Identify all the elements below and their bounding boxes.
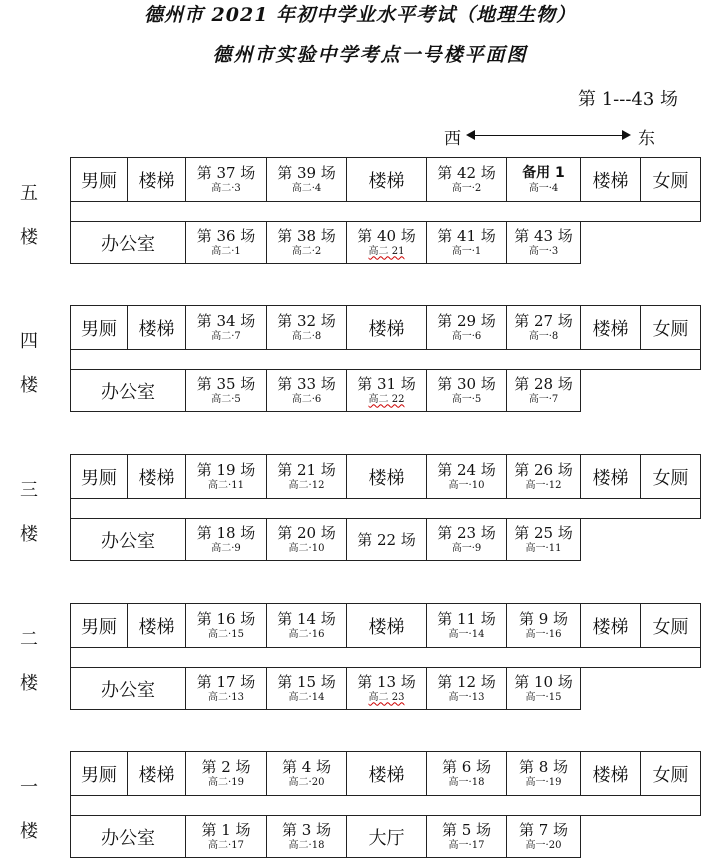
room-cell bbox=[346, 157, 427, 202]
room-cell bbox=[70, 751, 128, 796]
room-class-label: 高一·1 bbox=[451, 245, 482, 257]
room-cell bbox=[426, 751, 507, 796]
room-class-label: 高一·11 bbox=[525, 542, 562, 554]
room-cell bbox=[426, 305, 507, 350]
arrow-left-icon bbox=[466, 130, 475, 140]
room-cell bbox=[426, 667, 507, 710]
room-label: 办公室 bbox=[101, 530, 155, 552]
east-label: 东 bbox=[638, 129, 655, 149]
room-cell bbox=[266, 454, 347, 499]
room-class-label: 高一·17 bbox=[448, 839, 485, 851]
room-cell bbox=[266, 221, 347, 264]
room-cell bbox=[580, 603, 641, 648]
room-cell bbox=[640, 751, 701, 796]
room-session-label: 第 7 场 bbox=[518, 820, 569, 839]
room-cell bbox=[346, 603, 427, 648]
room-class-label: 高二 21 bbox=[368, 245, 405, 257]
room-cell bbox=[185, 667, 267, 710]
room-class-label: 高一·15 bbox=[525, 691, 562, 703]
room-label: 女厕 bbox=[652, 764, 689, 786]
room-class-label: 高一·8 bbox=[528, 330, 559, 342]
room-cell bbox=[70, 518, 186, 561]
room-cell bbox=[127, 751, 186, 796]
room-cell bbox=[426, 454, 507, 499]
room-session-label: 第 38 场 bbox=[277, 226, 336, 245]
room-session-label: 第 40 场 bbox=[357, 226, 416, 245]
room-class-label: 高一·6 bbox=[451, 330, 482, 342]
room-session-label: 第 39 场 bbox=[277, 163, 336, 182]
room-cell bbox=[127, 157, 186, 202]
room-cell bbox=[185, 157, 267, 202]
floor-label: 楼 bbox=[20, 673, 38, 694]
room-session-label: 第 8 场 bbox=[518, 757, 569, 776]
room-cell bbox=[185, 603, 267, 648]
room-cell bbox=[426, 157, 507, 202]
room-cell bbox=[266, 369, 347, 412]
document-subtitle: 德州市实验中学考点一号楼平面图 bbox=[212, 44, 528, 66]
room-label: 楼梯 bbox=[592, 318, 629, 340]
room-label: 男厕 bbox=[81, 764, 117, 786]
room-cell bbox=[70, 815, 186, 858]
room-class-label: 高二·7 bbox=[211, 330, 241, 342]
room-session-label: 第 41 场 bbox=[437, 226, 496, 245]
room-class-label: 高一·3 bbox=[528, 245, 559, 257]
room-label: 楼梯 bbox=[368, 764, 405, 786]
room-session-label: 第 20 场 bbox=[277, 523, 336, 542]
room-class-label: 高一·16 bbox=[525, 628, 562, 640]
arrow-right-icon bbox=[622, 130, 631, 140]
room-cell bbox=[346, 667, 427, 710]
room-session-label: 第 33 场 bbox=[277, 374, 336, 393]
room-session-label: 第 42 场 bbox=[437, 163, 496, 182]
room-class-label: 高二·19 bbox=[208, 776, 244, 788]
document-title: 德州市 2021 年初中学业水平考试（地理生物） bbox=[143, 4, 577, 26]
room-class-label: 高二 23 bbox=[368, 691, 405, 703]
room-class-label: 高二·11 bbox=[208, 479, 244, 491]
room-cell bbox=[266, 305, 347, 350]
floor-label: 楼 bbox=[20, 375, 38, 396]
room-class-label: 高一·18 bbox=[448, 776, 485, 788]
corridor bbox=[70, 795, 701, 816]
room-label: 楼梯 bbox=[368, 170, 405, 192]
room-session-label: 第 1 场 bbox=[201, 820, 251, 839]
room-class-label: 高二·18 bbox=[288, 839, 325, 851]
west-label: 西 bbox=[444, 129, 461, 149]
room-class-label: 高一·5 bbox=[451, 393, 482, 405]
room-session-label: 第 18 场 bbox=[196, 523, 256, 542]
floor-label: 楼 bbox=[20, 821, 38, 842]
room-session-label: 第 14 场 bbox=[277, 609, 336, 628]
room-class-label: 高二·3 bbox=[211, 182, 241, 194]
room-label: 楼梯 bbox=[592, 467, 629, 489]
room-label: 楼梯 bbox=[368, 467, 405, 489]
room-class-label: 高二·14 bbox=[288, 691, 325, 703]
room-session-label: 第 34 场 bbox=[196, 311, 256, 330]
room-cell bbox=[346, 305, 427, 350]
room-class-label: 高一·13 bbox=[448, 691, 485, 703]
room-session-label: 第 2 场 bbox=[201, 757, 251, 776]
room-cell bbox=[506, 157, 581, 202]
room-cell bbox=[70, 305, 128, 350]
room-label: 楼梯 bbox=[592, 616, 629, 638]
room-session-label: 备用 1 bbox=[522, 164, 565, 181]
room-session-label: 第 10 场 bbox=[514, 672, 573, 691]
room-session-label: 第 37 场 bbox=[196, 163, 256, 182]
room-cell bbox=[346, 751, 427, 796]
room-label: 大厅 bbox=[368, 827, 405, 849]
room-label: 楼梯 bbox=[368, 616, 405, 638]
room-label: 男厕 bbox=[81, 467, 117, 489]
room-session-label: 第 27 场 bbox=[514, 311, 573, 330]
room-class-label: 高二·13 bbox=[208, 691, 244, 703]
room-session-label: 第 19 场 bbox=[196, 460, 256, 479]
room-cell bbox=[70, 603, 128, 648]
room-cell bbox=[506, 305, 581, 350]
room-label: 女厕 bbox=[652, 170, 689, 192]
room-session-label: 第 17 场 bbox=[196, 672, 256, 691]
room-cell bbox=[185, 518, 267, 561]
room-cell bbox=[506, 603, 581, 648]
room-class-label: 高一·20 bbox=[525, 839, 562, 851]
room-cell bbox=[506, 221, 581, 264]
room-label: 男厕 bbox=[81, 318, 117, 340]
room-session-label: 第 30 场 bbox=[437, 374, 496, 393]
room-cell bbox=[426, 815, 507, 858]
room-cell bbox=[127, 603, 186, 648]
room-cell bbox=[506, 667, 581, 710]
room-cell bbox=[580, 751, 641, 796]
room-cell bbox=[70, 157, 128, 202]
floor-label: 二 bbox=[20, 629, 38, 650]
room-cell bbox=[185, 369, 267, 412]
corridor bbox=[70, 201, 701, 222]
room-session-label: 第 32 场 bbox=[277, 311, 336, 330]
room-cell bbox=[70, 454, 128, 499]
floor-label: 五 bbox=[20, 183, 38, 204]
room-class-label: 高二·17 bbox=[208, 839, 244, 851]
room-cell bbox=[640, 454, 701, 499]
room-cell bbox=[506, 518, 581, 561]
room-cell bbox=[506, 815, 581, 858]
room-class-label: 高一·2 bbox=[451, 182, 482, 194]
room-session-label: 第 5 场 bbox=[441, 820, 492, 839]
room-class-label: 高二·9 bbox=[211, 542, 241, 554]
room-label: 办公室 bbox=[101, 233, 155, 255]
room-class-label: 高二·2 bbox=[291, 245, 322, 257]
room-label: 女厕 bbox=[652, 318, 689, 340]
room-cell bbox=[640, 603, 701, 648]
room-cell bbox=[346, 454, 427, 499]
room-session-label: 第 24 场 bbox=[437, 460, 496, 479]
floor-label: 楼 bbox=[20, 524, 38, 545]
room-session-label: 第 43 场 bbox=[514, 226, 573, 245]
room-session-label: 第 16 场 bbox=[196, 609, 256, 628]
room-class-label: 高二·15 bbox=[208, 628, 244, 640]
room-class-label: 高二 22 bbox=[368, 393, 405, 405]
room-session-label: 第 15 场 bbox=[277, 672, 336, 691]
room-label: 楼梯 bbox=[592, 764, 629, 786]
room-cell bbox=[426, 221, 507, 264]
room-label: 男厕 bbox=[81, 170, 117, 192]
floor-label: 四 bbox=[20, 331, 38, 352]
room-cell bbox=[426, 369, 507, 412]
room-cell bbox=[185, 815, 267, 858]
room-session-label: 第 13 场 bbox=[357, 672, 416, 691]
room-session-label: 第 26 场 bbox=[514, 460, 573, 479]
room-class-label: 高二·12 bbox=[288, 479, 325, 491]
room-class-label: 高二·6 bbox=[291, 393, 322, 405]
room-class-label: 高二·20 bbox=[288, 776, 325, 788]
room-label: 楼梯 bbox=[592, 170, 629, 192]
room-session-label: 第 25 场 bbox=[514, 523, 573, 542]
room-cell bbox=[266, 603, 347, 648]
floor-label: 一 bbox=[20, 777, 38, 798]
room-cell bbox=[580, 157, 641, 202]
room-cell bbox=[640, 157, 701, 202]
corridor bbox=[70, 498, 701, 519]
room-label: 楼梯 bbox=[368, 318, 405, 340]
room-class-label: 高二·10 bbox=[288, 542, 325, 554]
room-cell bbox=[185, 751, 267, 796]
room-cell bbox=[266, 157, 347, 202]
room-cell bbox=[266, 815, 347, 858]
room-class-label: 高二·5 bbox=[211, 393, 241, 405]
room-cell bbox=[185, 221, 267, 264]
corridor bbox=[70, 647, 701, 668]
room-cell bbox=[506, 751, 581, 796]
room-class-label: 高二·8 bbox=[291, 330, 322, 342]
room-label: 办公室 bbox=[101, 679, 155, 701]
room-cell bbox=[185, 305, 267, 350]
room-cell bbox=[506, 454, 581, 499]
session-range: 第 1---43 场 bbox=[578, 89, 679, 110]
room-session-label: 第 4 场 bbox=[281, 757, 332, 776]
room-session-label: 第 9 场 bbox=[518, 609, 569, 628]
room-session-label: 第 35 场 bbox=[196, 374, 256, 393]
room-cell bbox=[640, 305, 701, 350]
room-session-label: 第 11 场 bbox=[437, 609, 496, 628]
room-session-label: 第 29 场 bbox=[437, 311, 496, 330]
room-label: 第 22 场 bbox=[357, 530, 416, 549]
room-class-label: 高一·7 bbox=[528, 393, 559, 405]
room-class-label: 高二·1 bbox=[211, 245, 241, 257]
room-cell bbox=[127, 454, 186, 499]
room-label: 楼梯 bbox=[138, 616, 175, 638]
room-label: 办公室 bbox=[101, 381, 155, 403]
room-session-label: 第 21 场 bbox=[277, 460, 336, 479]
room-class-label: 高一·9 bbox=[451, 542, 482, 554]
room-class-label: 高一·4 bbox=[528, 182, 559, 194]
floor-label: 楼 bbox=[20, 227, 38, 248]
room-cell bbox=[127, 305, 186, 350]
room-session-label: 第 23 场 bbox=[437, 523, 496, 542]
room-cell bbox=[185, 454, 267, 499]
room-label: 楼梯 bbox=[138, 764, 175, 786]
room-cell bbox=[580, 454, 641, 499]
room-cell bbox=[70, 221, 186, 264]
room-cell bbox=[70, 667, 186, 710]
room-class-label: 高二·16 bbox=[288, 628, 325, 640]
room-cell bbox=[426, 518, 507, 561]
room-cell bbox=[266, 518, 347, 561]
room-cell bbox=[580, 305, 641, 350]
room-label: 楼梯 bbox=[138, 467, 175, 489]
room-cell bbox=[70, 369, 186, 412]
room-session-label: 第 28 场 bbox=[514, 374, 573, 393]
room-cell bbox=[266, 751, 347, 796]
room-label: 楼梯 bbox=[138, 170, 175, 192]
room-cell bbox=[346, 815, 427, 858]
room-session-label: 第 31 场 bbox=[357, 374, 416, 393]
room-cell bbox=[346, 221, 427, 264]
room-cell bbox=[346, 369, 427, 412]
floor-label: 三 bbox=[20, 480, 38, 501]
room-cell bbox=[506, 369, 581, 412]
room-session-label: 第 6 场 bbox=[441, 757, 492, 776]
room-class-label: 高二·4 bbox=[291, 182, 322, 194]
room-label: 女厕 bbox=[652, 616, 689, 638]
room-label: 办公室 bbox=[101, 827, 155, 849]
room-label: 男厕 bbox=[81, 616, 117, 638]
direction-arrow bbox=[472, 135, 626, 136]
room-class-label: 高一·19 bbox=[525, 776, 562, 788]
room-session-label: 第 12 场 bbox=[437, 672, 496, 691]
room-cell bbox=[346, 518, 427, 561]
room-session-label: 第 36 场 bbox=[196, 226, 256, 245]
corridor bbox=[70, 349, 701, 370]
room-cell bbox=[426, 603, 507, 648]
room-session-label: 第 3 场 bbox=[281, 820, 332, 839]
room-class-label: 高一·10 bbox=[448, 479, 485, 491]
room-class-label: 高一·12 bbox=[525, 479, 562, 491]
room-label: 女厕 bbox=[652, 467, 689, 489]
room-class-label: 高一·14 bbox=[448, 628, 485, 640]
room-cell bbox=[266, 667, 347, 710]
room-label: 楼梯 bbox=[138, 318, 175, 340]
